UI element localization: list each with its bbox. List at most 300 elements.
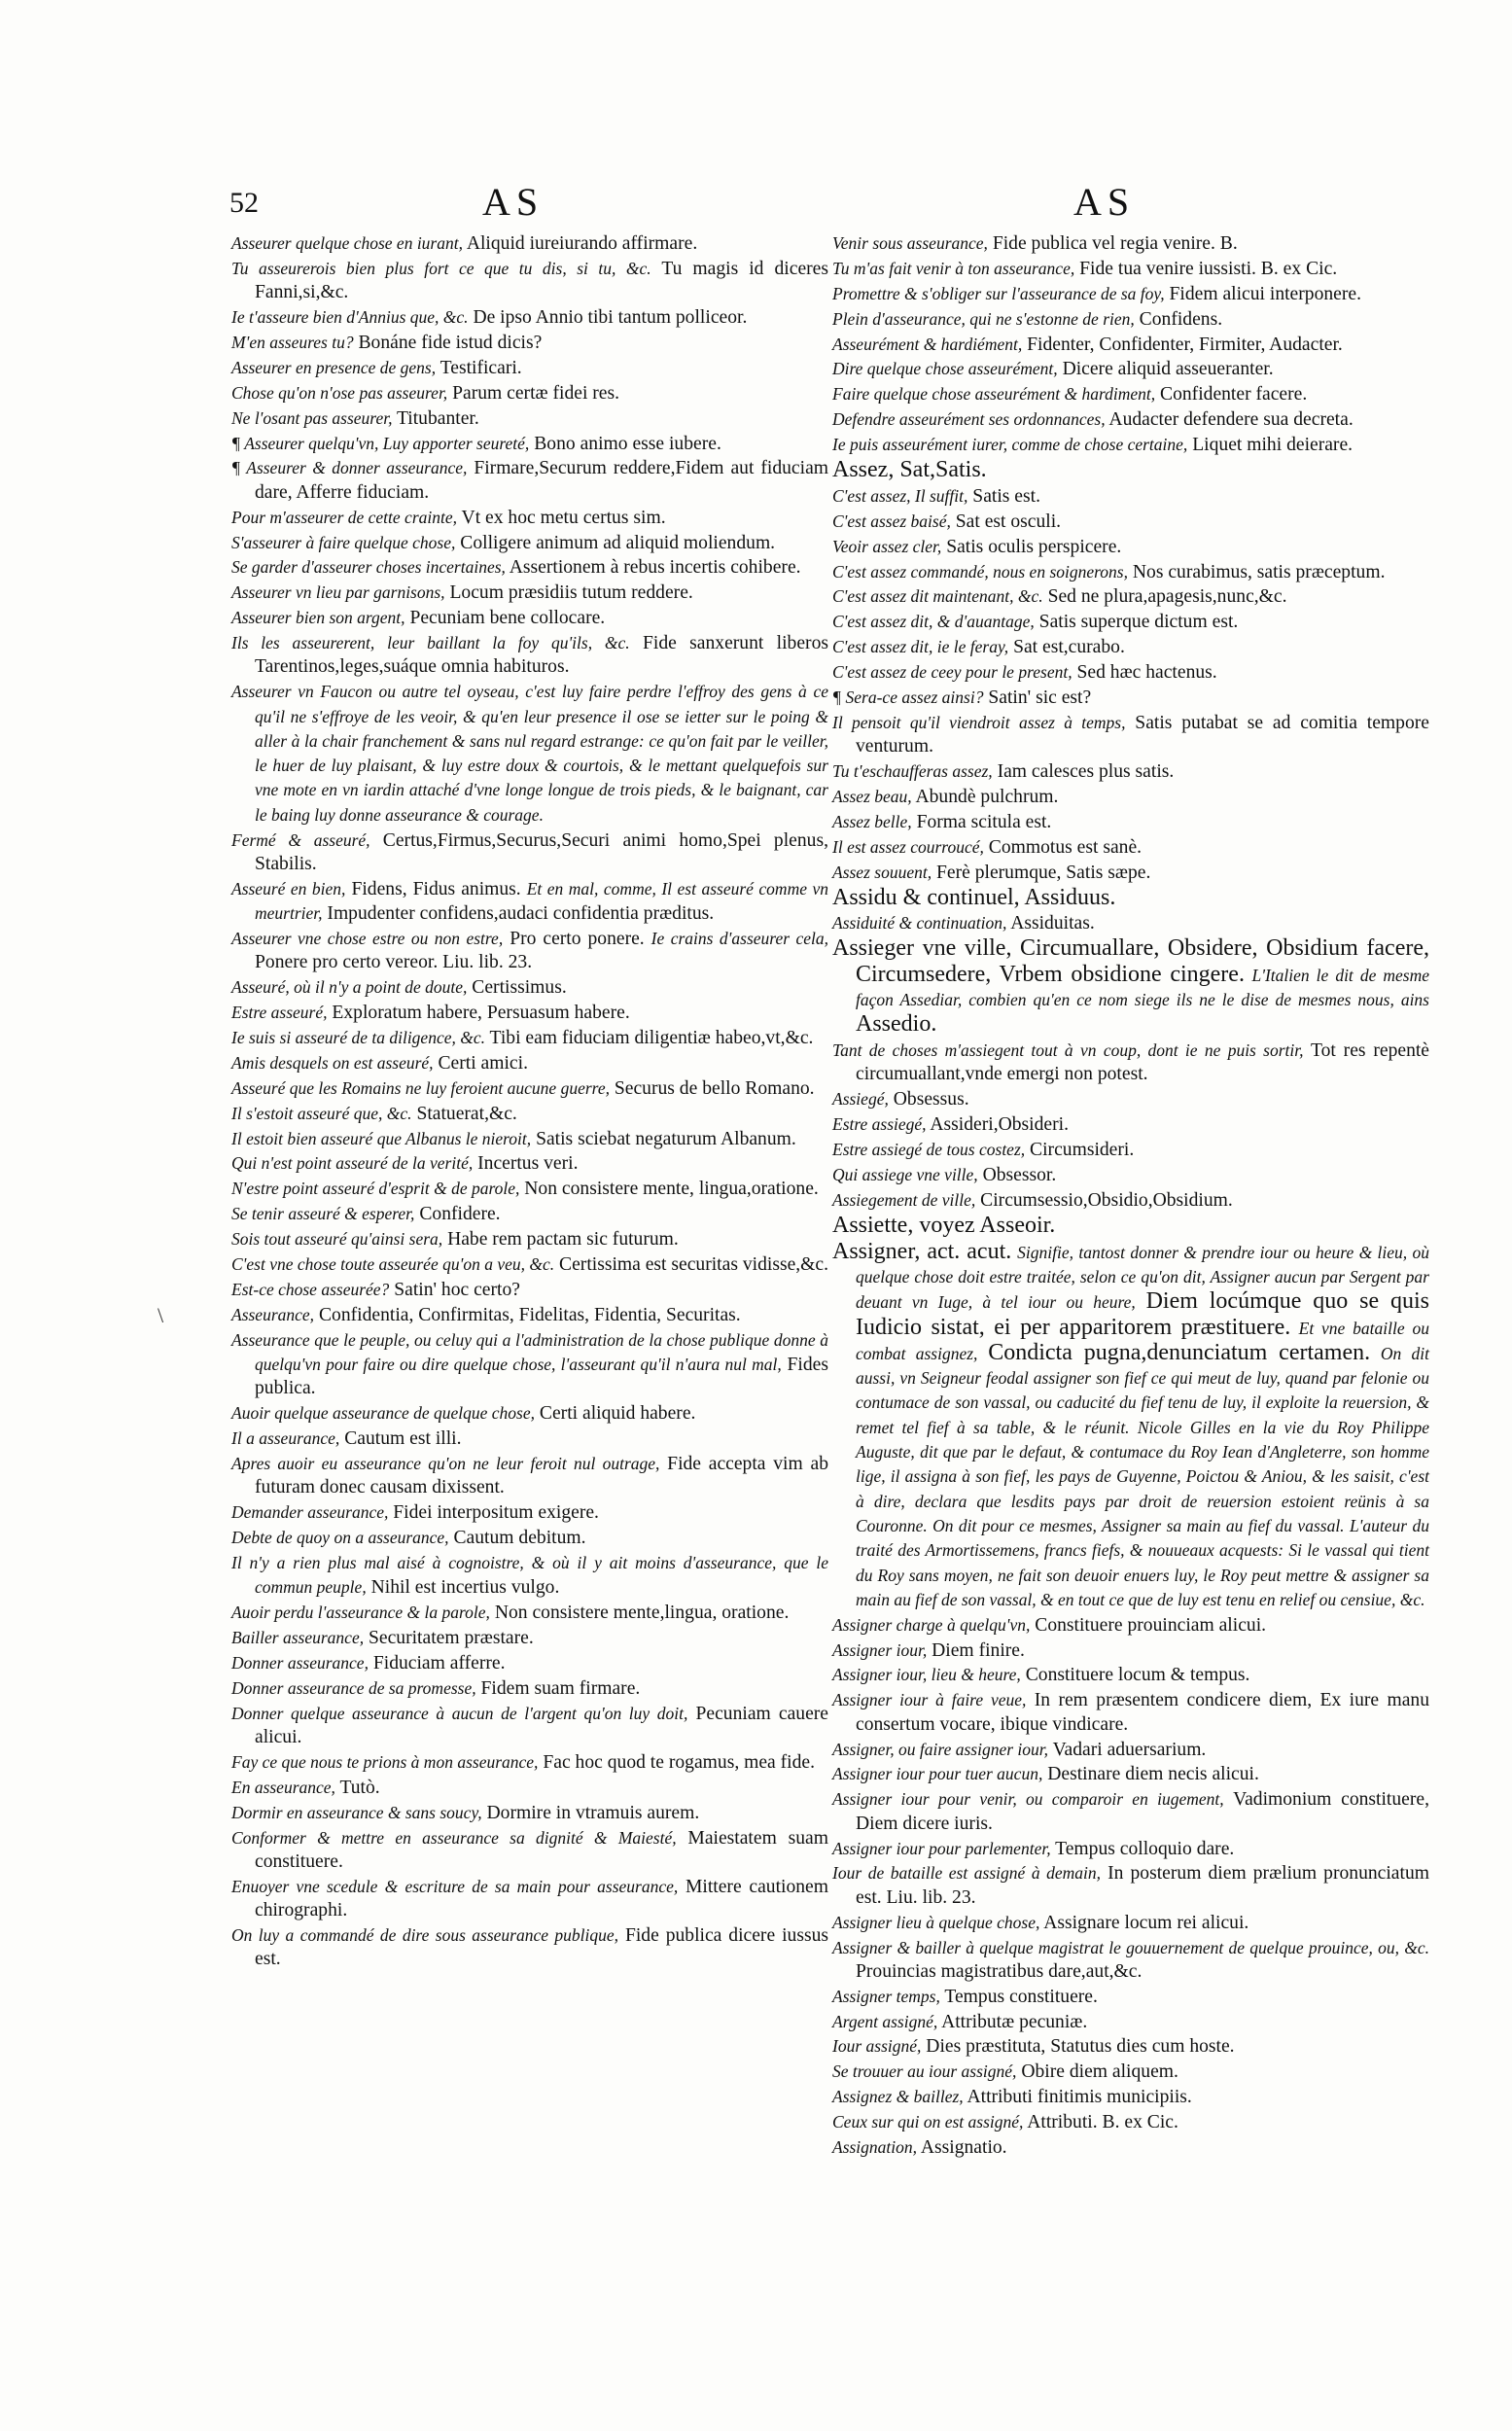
french-phrase: Asseurer en presence de gens, [231,357,437,377]
latin-gloss: Fidem alicui interponere. [1169,283,1361,304]
french-phrase: Se tenir asseuré & esperer, [231,1204,415,1224]
french-phrase: Assigner & bailler à quelque magistrat le gouuernement de quelque prouince, ou, &c. [832,1937,1429,1957]
dictionary-entry [231,828,828,877]
dictionary-entry [832,810,1429,834]
latin-gloss: Circumsessio,Obsidio,Obsidium. [980,1189,1233,1211]
latin-gloss: Cautum est illi. [344,1428,462,1450]
latin-gloss: Fide tua venire iussisti. B. ex Cic. [1079,258,1338,279]
french-phrase: Assigner lieu à quelque chose, [832,1912,1040,1932]
latin-gloss: Cautum debitum. [453,1528,586,1548]
latin-gloss: Fide publica dicere iussus est. [255,1924,828,1970]
dictionary-entry [231,1127,828,1151]
french-phrase: Assigner charge à quelqu'vn, [832,1614,1031,1635]
french-phrase: Iour assigné, [832,2036,922,2057]
latin-gloss: Certus,Firmus,Securus,Securi animi homo,Spei plenus, Stabilis. [255,829,828,874]
latin-gloss: Assidu & continuel, Assiduus. [832,884,1116,910]
latin-gloss: Audacter defendere sua decreta. [1108,409,1354,431]
latin-gloss: Vadari aduersarium. [1052,1739,1207,1760]
french-phrase: ¶ Sera-ce assez ainsi? [832,687,984,708]
french-phrase: Assigner iour à faire veue, [832,1690,1027,1710]
french-phrase: Ils les asseurerent, leur baillant la foy qu'ils, &c. [231,633,630,653]
latin-gloss: Testificari. [440,357,522,378]
dictionary-entry [832,1688,1429,1737]
french-phrase: Fay ce que nous te prions à mon asseurance, [231,1751,539,1772]
dictionary-entry [832,635,1429,659]
dictionary-entry [832,1787,1429,1836]
dictionary-entry [832,560,1429,584]
latin-gloss: Attributi. B. ex Cic. [1027,2112,1178,2133]
latin-gloss: Certissima est securitas vidisse,&c. [559,1253,829,1275]
french-phrase: Asseurément & hardiément, [832,334,1023,354]
dictionary-entry [231,1526,828,1550]
dictionary-entry [231,1923,828,1972]
latin-gloss: Satis sciebat negaturum Albanum. [536,1128,796,1149]
latin-gloss: Obsessus. [893,1089,969,1110]
latin-gloss: Sat est osculi. [955,511,1062,532]
french-phrase: On luy a commandé de dire sous asseurance publique, [231,1924,619,1945]
latin-gloss: Assiduitas. [1010,913,1095,934]
french-phrase: Amis desquels on est asseuré, [231,1052,434,1073]
dictionary-entry [832,1214,1429,1239]
french-phrase: Assigner iour, lieu & heure, [832,1665,1021,1685]
dictionary-entry [832,936,1429,1038]
latin-gloss: Certi aliquid habere. [539,1403,696,1425]
french-phrase: Donner asseurance de sa promesse, [231,1677,476,1698]
latin-gloss: Assieger vne ville, Circumuallare, Obsidere, Obsidium facere, Circumsedere, Vrbem obsidione cingere. [832,935,1429,987]
french-phrase: Assez belle, [832,811,912,831]
latin-gloss: Fidei interpositum exigere. [393,1502,599,1524]
latin-gloss: Dicere aliquid asseueranter. [1062,359,1274,380]
latin-gloss: Circumsideri. [1030,1140,1135,1161]
latin-gloss: Titubanter. [397,407,479,429]
latin-gloss: Assez, Sat,Satis. [832,457,987,483]
dictionary-entry [832,886,1429,911]
latin-gloss: Assigner, act. acut. [832,1238,1012,1264]
dictionary-entry [231,680,828,828]
dictionary-entry [231,1875,828,1923]
latin-gloss: Obire diem aliquem. [1021,2061,1178,2083]
latin-gloss: Fide sanxerunt liberos Tarentinos,leges,suáque omnia habituros. [255,633,828,678]
margin-mark: \ [158,1303,164,1327]
french-phrase: On dit aussi, vn Seigneur feodal assigner son fief ce qui meut de luy, quand par felonie ou contumace de son vassal, ou caducité du fief tenu de luy, il exploite la reuersion, & remet tel fief à sa table, & le réunit. Nicole Gilles en la vie du Roy Philippe Auguste, dit que par le defaut, & contumace du Roy Iean d'Angleterre, son homme lige, il assigna à son fief, les pays de Guyenne, Poictou & Aniou, & les saisit, c'est à dire, declara que lesdits pays par droit de reuersion estoient reünis à sa Couronne. On dit pour ce mesmes, Assigner sa main au fief du vassal. L'auteur du traité des Armortissemens, francs fiefs, & nouueaux acquests: Si le vassal qui tient du Roy sans moyen, ne fait son deuoir enuers luy, le Roy peut mettre & assigner sa main au fief de son vassal, & en tout ce que de luy est tenu en relief ou censiue, &c. [856,1343,1429,1609]
dictionary-entry [832,1985,1429,2009]
latin-gloss: Fiduciam afferre. [372,1652,506,1674]
french-phrase: Il a asseurance, [231,1428,340,1449]
latin-gloss: Commotus est sanè. [988,836,1143,858]
french-phrase: Assiduité & continuation, [832,913,1007,934]
dictionary-entry [832,861,1429,885]
dictionary-entry [231,631,828,680]
latin-gloss: Tot res repentè circumuallant,vnde emergi non potest. [856,1040,1430,1085]
french-phrase: Signifie, tantost donner & prendre iour ou heure & lieu, où quelque chose doit estre traitée, selon ce qu'on dit, Assigner aucun par Sergent par deuant vn Iuge, à tel iour ou heure, [856,1242,1429,1313]
latin-gloss: Incertus veri. [477,1153,579,1175]
latin-gloss: Fide accepta vim ab futuram donec causam dixissent. [255,1453,828,1498]
french-phrase: En asseurance, [231,1777,335,1797]
french-phrase: Asseurer bien son argent, [231,608,405,628]
french-phrase: Il s'estoit asseuré que, &c. [231,1103,412,1123]
french-phrase: Conformer & mettre en asseurance sa dignité & Maiesté, [231,1827,677,1848]
french-phrase: Enuoyer vne scedule & escriture de sa main pour asseurance, [231,1876,679,1896]
french-phrase: Assignez & baillez, [832,2087,964,2107]
latin-gloss: Tibi eam fiduciam diligentiæ habeo,vt,&c. [489,1027,814,1048]
latin-gloss: Certissimus. [472,977,567,999]
latin-gloss: Obsessor. [982,1164,1057,1185]
dictionary-entry [832,307,1429,332]
dictionary-entry [231,506,828,530]
french-phrase: Estre assiegé de tous costez, [832,1140,1026,1160]
french-phrase: Pour m'asseurer de cette crainte, [231,507,457,527]
dictionary-entry [832,759,1429,784]
french-phrase: C'est assez baisé, [832,511,951,531]
dictionary-entry [231,1252,828,1277]
dictionary-entry [832,1663,1429,1687]
french-phrase: Veoir assez cler, [832,536,942,556]
latin-gloss: Habe rem pactam sic futurum. [447,1229,679,1251]
dictionary-entry [231,531,828,555]
dictionary-entry [231,1401,828,1426]
latin-gloss: Sat est,curabo. [1013,637,1125,658]
dictionary-entry [832,785,1429,809]
running-head-left: AS [482,180,545,224]
dictionary-entry [231,1102,828,1126]
latin-gloss: Fide publica vel regia venire. B. [992,233,1238,254]
dictionary-entry [832,484,1429,509]
french-phrase: Estre asseuré, [231,1003,328,1023]
left-column [231,231,828,1972]
dictionary-entry [832,2034,1429,2059]
french-phrase: Est-ce chose asseurée? [231,1279,390,1299]
latin-gloss: Colligere animum ad aliquid moliendum. [460,532,776,553]
dictionary-entry [231,1500,828,1525]
latin-gloss: Condicta pugna,denunciatum certamen. [988,1339,1371,1365]
dictionary-entry [231,1177,828,1201]
french-phrase: ¶ Asseurer quelqu'vn, Luy apporter seureté, [231,433,530,453]
latin-gloss: Non consistere mente,lingua, oratione. [494,1603,790,1624]
dictionary-entry [832,1911,1429,1935]
dictionary-entry [231,1750,828,1775]
dictionary-entry [231,581,828,605]
dictionary-entry [832,2060,1429,2084]
latin-gloss: Tu magis id diceres Fanni,si,&c. [255,258,828,303]
french-phrase: Assigner iour pour parlementer, [832,1838,1051,1858]
dictionary-entry [231,381,828,405]
french-phrase: Assignation, [832,2137,918,2158]
dictionary-entry [231,231,828,256]
french-phrase: Bailler asseurance, [231,1627,365,1647]
dictionary-entry [231,1826,828,1875]
dictionary-entry [832,1738,1429,1762]
french-phrase: Estre assiegé, [832,1114,927,1135]
french-phrase: Asseurer vn Faucon ou autre tel oyseau, c'est luy faire perdre l'effroy des gens à ce qu'il ne s'effroye de les veoir, & qu'en leur presence il ose se ietter sur le poing & aller à la chair franchement & sans nul regard estrange: ce qu'on fait par le veiller, le huer de luy plaisant, & luy estre doux & courtois, & le mettant quelquefois sur vne mote en vn iardin attaché d'vne longe longue de trois pieds, & le baignant, car le baing luy donne asseurance & courage. [231,682,828,825]
latin-gloss: Iam calesces plus satis. [997,761,1175,783]
latin-gloss: Liquet mihi deierare. [1192,435,1354,456]
french-phrase: Se trouuer au iour assigné, [832,2061,1017,2082]
french-phrase: Assigner temps, [832,1986,940,2006]
dictionary-entry [832,1936,1429,1985]
french-phrase: Assiegement de ville, [832,1189,976,1210]
latin-gloss: Locum præsidiis tutum reddere. [449,582,693,604]
latin-gloss: Constituere prouinciam alicui. [1035,1614,1267,1636]
latin-gloss: Sed hæc hactenus. [1076,662,1217,684]
dictionary-entry [832,357,1429,381]
latin-gloss: Constituere locum & tempus. [1025,1665,1250,1686]
french-phrase: Tant de choses m'assiegent tout à vn coup, dont ie ne puis sortir, [832,1040,1304,1061]
french-phrase: Sois tout asseuré qu'ainsi sera, [231,1229,443,1250]
latin-gloss: Maiestatem suam constituere. [255,1827,828,1872]
dictionary-entry [231,1551,828,1601]
dictionary-entry [231,1776,828,1800]
french-phrase: Asseurer quelque chose en iurant, [231,233,463,253]
dictionary-entry [231,975,828,1000]
dictionary-entry [231,1202,828,1226]
dictionary-entry [231,1051,828,1075]
dictionary-entry [231,606,828,630]
latin-gloss: Dormire in vtramuis aurem. [486,1802,700,1823]
french-phrase: Assigner, ou faire assigner iour, [832,1739,1049,1759]
latin-gloss: Abundè pulchrum. [915,787,1059,807]
latin-gloss: Securus de bello Romano. [614,1077,815,1099]
dictionary-entry [832,1163,1429,1187]
french-phrase: Argent assigné, [832,2011,938,2031]
french-phrase: Promettre & s'obliger sur l'asseurance de sa foy, [832,283,1165,303]
french-phrase: Tu t'eschaufferas assez, [832,761,993,782]
dictionary-entry [231,1651,828,1675]
french-phrase: N'estre point asseuré d'esprit & de parole, [231,1179,520,1199]
dictionary-entry [832,510,1429,534]
french-phrase: Demander asseurance, [231,1502,389,1523]
latin-gloss: Fidem suam firmare. [480,1677,641,1699]
latin-gloss: Vadimonium constituere, Diem dicere iuris. [856,1789,1429,1834]
dictionary-entry [832,257,1429,281]
french-phrase: Qui assiege vne ville, [832,1164,978,1184]
latin-gloss: Satis oculis perspicere. [946,536,1122,557]
french-phrase: Defendre asseurément ses ordonnances, [832,409,1106,430]
latin-gloss: Confidens. [1139,308,1223,330]
french-phrase: Assez beau, [832,787,912,806]
french-phrase: Faire quelque chose asseurément & hardiment, [832,384,1156,405]
dictionary-entry [231,1303,828,1327]
latin-gloss: Satis putabat se ad comitia tempore venturum. [856,712,1429,757]
latin-gloss: In rem præsentem condicere diem, Ex iure manu consertum vocare, ibique vindicare. [856,1690,1429,1735]
dictionary-entry [832,711,1429,759]
latin-gloss: Tempus colloquio dare. [1055,1838,1235,1859]
french-phrase: Ceux sur qui on est assigné, [832,2112,1024,2132]
french-phrase: C'est assez dit, & d'auantage, [832,612,1035,632]
french-phrase: Venir sous asseurance, [832,233,988,253]
latin-gloss: Satis est. [972,485,1040,507]
french-phrase: M'en asseures tu? [231,332,354,352]
dictionary-entry [231,1151,828,1176]
latin-gloss: Nihil est incertius vulgo. [370,1577,560,1599]
french-phrase: Dire quelque chose asseurément, [832,359,1058,379]
french-phrase: Assiegé, [832,1089,889,1110]
latin-gloss: Satin' hoc certo? [394,1279,520,1300]
dictionary-entry [832,835,1429,860]
latin-gloss: Ferè plerumque, Satis sæpe. [935,862,1151,883]
dictionary-entry [231,1702,828,1750]
dictionary-entry [832,1087,1429,1111]
dictionary-entry [832,1039,1429,1087]
french-phrase: C'est assez de ceey pour le present, [832,662,1072,683]
latin-gloss: Parum certæ fidei res. [452,382,620,404]
dictionary-entry [231,1801,828,1825]
french-phrase: ¶ Asseurer & donner asseurance, [231,458,468,478]
french-phrase: S'asseurer à faire quelque chose, [231,532,456,552]
french-phrase: Et en mal, comme, Il est asseuré comme vn meurtrier, [255,878,828,924]
dictionary-entry [231,927,828,975]
french-phrase: Donner quelque asseurance à aucun de l'argent qu'on luy doit, [231,1703,688,1723]
dictionary-entry [231,1278,828,1302]
latin-gloss: Exploratum habere, Persuasum habere. [332,1003,630,1024]
dictionary-entry [832,584,1429,609]
latin-gloss: Ponere pro certo vereor. Liu. lib. 23. [255,952,533,973]
dictionary-entry [832,610,1429,634]
french-phrase: Il est assez courroucé, [832,836,984,857]
dictionary-entry [832,407,1429,432]
french-phrase: Assez souuent, [832,862,932,882]
french-phrase: C'est assez commandé, nous en soignerons, [832,561,1128,581]
french-phrase: Iour de bataille est assigné à demain, [832,1863,1102,1884]
dictionary-entry [832,2010,1429,2034]
french-phrase: Ie t'asseure bien d'Annius que, &c. [231,307,469,328]
latin-gloss: Fidens, Fidus animus. [351,878,521,899]
dictionary-entry [231,356,828,380]
dictionary-entry [231,456,828,505]
latin-gloss: Assignatio. [920,2137,1007,2159]
latin-gloss: Impudenter confidens,audaci confidentia præditus. [327,903,715,925]
latin-gloss: Bonáne fide istud dicis? [358,332,543,353]
dictionary-entry [231,877,828,927]
latin-gloss: Sed ne plura,apagesis,nunc,&c. [1047,586,1287,608]
latin-gloss: Vt ex hoc metu certus sim. [461,507,666,528]
dictionary-entry [832,333,1429,357]
french-phrase: Asseurer vne chose estre ou non estre, [231,929,504,948]
latin-gloss: Confidentia, Confirmitas, Fidelitas, Fidentia, Securitas. [318,1304,741,1325]
french-phrase: Tu asseurerois bien plus fort ce que tu dis, si tu, &c. [231,258,651,278]
dictionary-entry [231,1452,828,1500]
dictionary-entry [832,535,1429,559]
latin-gloss: Pro certo ponere. [510,929,645,949]
dictionary-entry [231,257,828,305]
page-header [0,181,1512,229]
french-phrase: Et vne bataille ou combat assignez, [856,1318,1429,1363]
latin-gloss: Non consistere mente, lingua,oratione. [524,1179,819,1200]
latin-gloss: Pecuniam bene collocare. [409,608,606,629]
dictionary-entry [832,2085,1429,2109]
dictionary-entry [231,331,828,355]
french-phrase: Ie crains d'asseurer cela, [651,929,828,948]
dictionary-entry [231,1026,828,1050]
dictionary-entry [832,433,1429,457]
french-phrase: Ie suis si asseuré de ta diligence, &c. [231,1027,485,1047]
dictionary-entry [231,1676,828,1701]
dictionary-entry [231,1427,828,1451]
dictionary-entry [832,1188,1429,1213]
latin-gloss: Fidenter, Confidenter, Firmiter, Audacter. [1027,334,1343,355]
dictionary-entry [832,1613,1429,1638]
latin-gloss: Tempus constituere. [944,1986,1098,2007]
right-column [832,231,1429,2161]
french-phrase: Fermé & asseuré, [231,829,370,850]
french-phrase: Auoir quelque asseurance de quelque chose, [231,1403,536,1424]
dictionary-entry [231,1601,828,1625]
dictionary-entry [832,282,1429,306]
latin-gloss: Dies præstituta, Statutus dies cum hoste. [926,2036,1235,2058]
french-phrase: Tu m'as fait venir à ton asseurance, [832,258,1075,278]
dictionary-entry [832,1861,1429,1910]
french-phrase: Assigner iour pour venir, ou comparoir en iugement, [832,1789,1224,1810]
french-phrase: Assigner iour pour tuer aucun, [832,1764,1043,1784]
french-phrase: L'Italien le dit de mesme façon Assediar, combien qu'en ce nom siege ils ne le dise de mesmes nous, ains [856,965,1429,1009]
latin-gloss: Pecuniam cauere alicui. [255,1703,828,1747]
dictionary-entry [231,1626,828,1650]
french-phrase: Ne l'osant pas asseurer, [231,407,393,428]
latin-gloss: Fac hoc quod te rogamus, mea fide. [543,1751,816,1773]
latin-gloss: Satis superque dictum est. [1038,612,1239,633]
french-phrase: C'est assez, Il suffit, [832,485,968,506]
running-head-right: AS [1073,180,1136,224]
french-phrase: Donner asseurance, [231,1652,369,1673]
dictionary-entry [832,686,1429,710]
french-phrase: Asseurer vn lieu par garnisons, [231,582,445,603]
latin-gloss: Securitatem præstare. [369,1627,534,1648]
page-number: 52 [229,187,259,219]
latin-gloss: Prouincias magistratibus dare,aut,&c. [856,1960,1143,1982]
french-phrase: C'est assez dit maintenant, &c. [832,586,1043,607]
latin-gloss: Satin' sic est? [988,687,1092,709]
latin-gloss: Tutò. [339,1777,380,1798]
latin-gloss: Statuerat,&c. [416,1103,517,1124]
dictionary-entry [231,305,828,330]
dictionary-entry [231,1227,828,1251]
latin-gloss: Forma scitula est. [916,811,1052,832]
latin-gloss: Assedio. [856,1011,937,1038]
latin-gloss: Destinare diem necis alicui. [1047,1764,1259,1785]
dictionary-entry [832,1112,1429,1137]
french-phrase: Chose qu'on n'ose pas asseurer, [231,382,448,403]
dictionary-entry [832,231,1429,256]
latin-gloss: Diem finire. [932,1639,1025,1661]
latin-gloss: Attributi finitimis municipiis. [967,2087,1192,2108]
latin-gloss: Confidere. [419,1204,501,1225]
dictionary-entry [832,1762,1429,1786]
dictionary-entry [231,406,828,431]
french-phrase: Asseuré que les Romains ne luy feroient aucune guerre, [231,1077,610,1098]
latin-gloss: Mittere cautionem chirographi. [255,1876,828,1920]
latin-gloss: Certi amici. [438,1052,528,1074]
french-phrase: Apres auoir eu asseurance qu'on ne leur feroit nul outrage, [231,1453,660,1473]
dictionary-entry [231,1076,828,1101]
french-phrase: Asseuré, où il n'y a point de doute, [231,977,468,998]
dictionary-entry [832,382,1429,406]
dictionary-entry [832,2110,1429,2134]
dictionary-entry [832,1138,1429,1162]
french-phrase: C'est vne chose toute asseurée qu'on a veu, &c. [231,1253,555,1274]
latin-gloss: Assignare locum rei alicui. [1043,1912,1249,1933]
latin-gloss: Nos curabimus, satis præceptum. [1132,561,1386,582]
french-phrase: Se garder d'asseurer choses incertaines, [231,557,506,578]
latin-gloss: Bono animo esse iubere. [534,433,721,454]
french-phrase: Asseuré en bien, [231,878,346,898]
french-phrase: C'est assez dit, ie le feray, [832,637,1009,657]
french-phrase: Asseurance, [231,1304,315,1324]
latin-gloss: Aliquid iureiurando affirmare. [466,233,698,254]
latin-gloss: Fides publica. [255,1354,828,1399]
dictionary-entry [832,911,1429,935]
french-phrase: Asseurance que le peuple, ou celuy qui a l'administration de la chose publique donne à quelqu'vn pour faire ou dire quelque chose, l'asseurant qu'il n'aura nul mal, [231,1329,828,1374]
dictionary-entry [231,1328,828,1401]
latin-gloss: Firmare,Securum reddere,Fidem aut fiduciam dare, Afferre fiduciam. [255,458,829,503]
